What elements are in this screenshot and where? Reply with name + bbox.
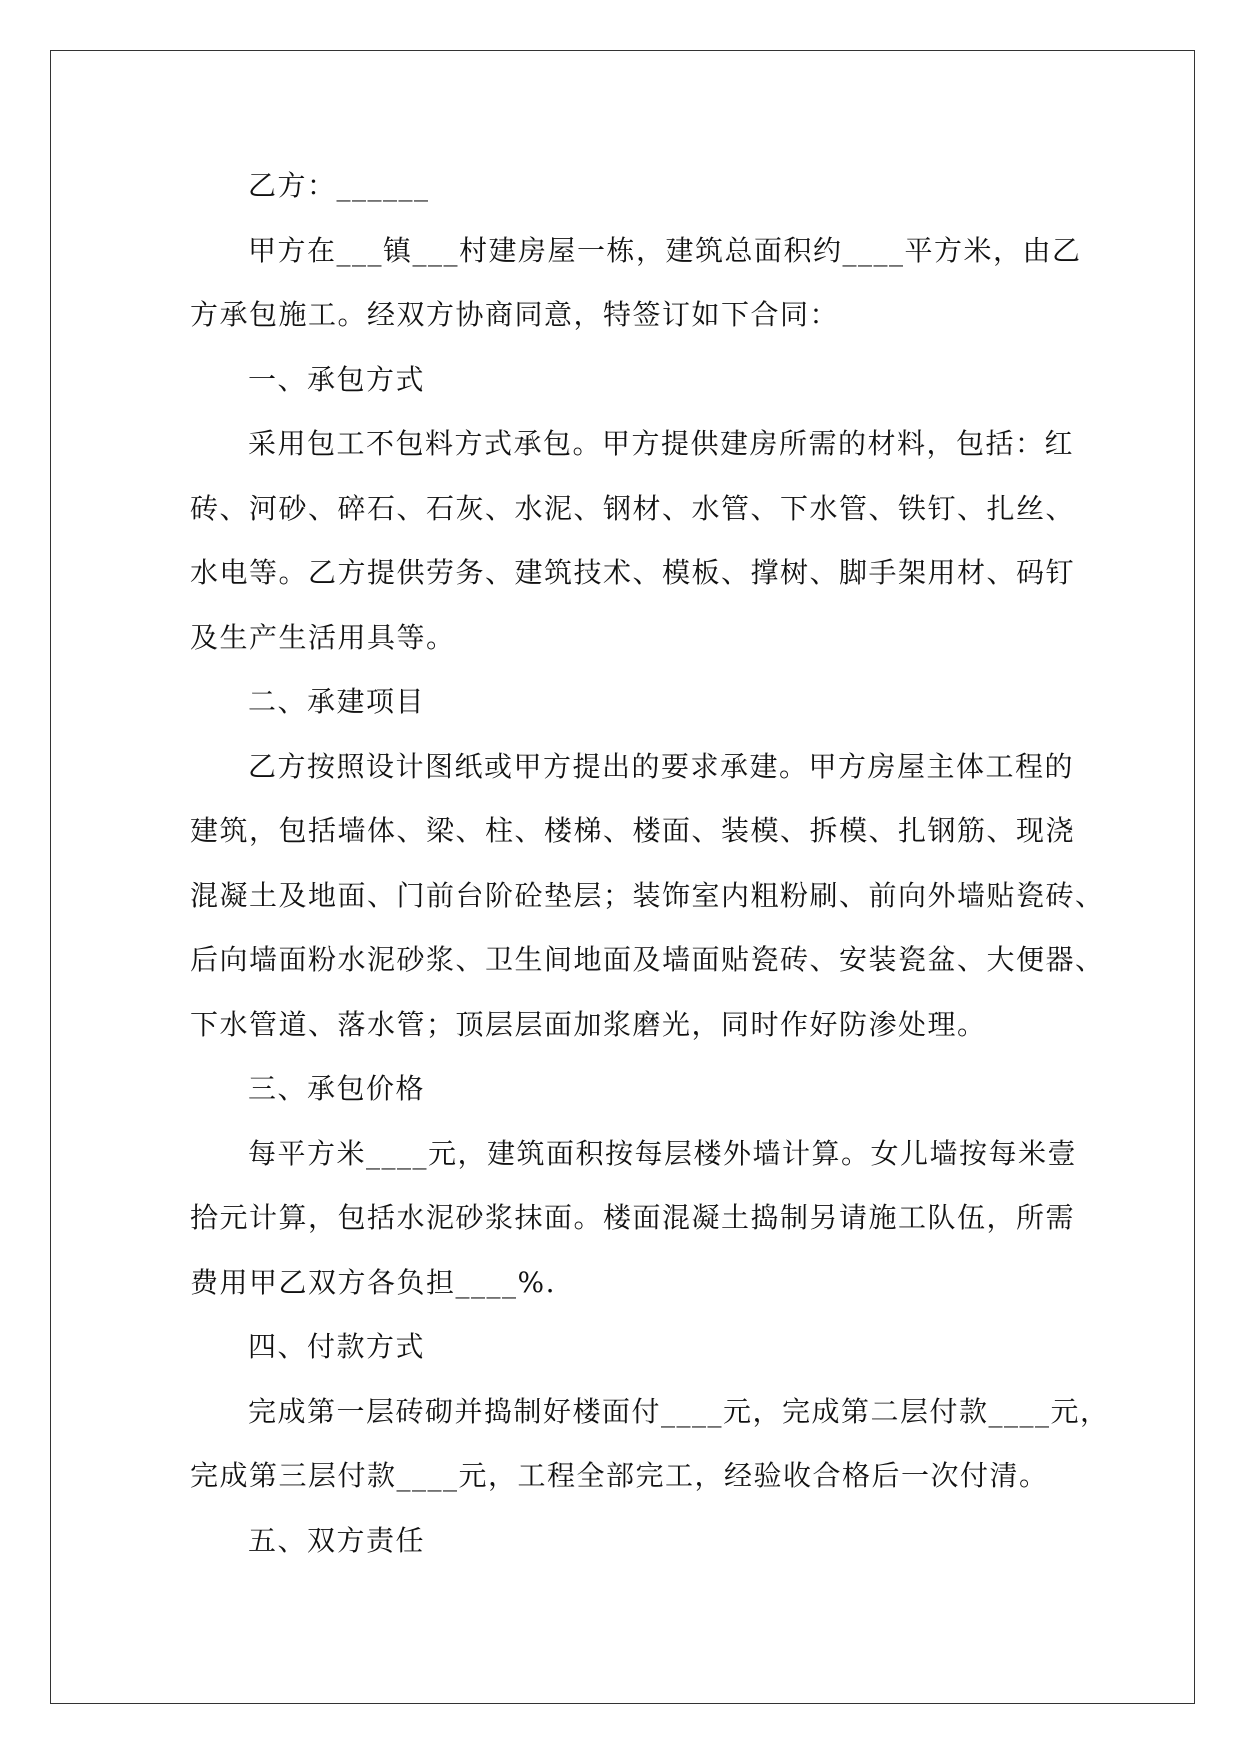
section-heading-responsibilities: 五、双方责任 — [248, 1523, 426, 1557]
paragraph-line: 及生产生活用具等。 — [190, 620, 456, 654]
paragraph-line: 拾元计算，包括水泥砂浆抹面。楼面混凝土捣制另请施工队伍，所需 — [190, 1201, 1076, 1234]
paragraph-line: 砖、河砂、碎石、石灰、水泥、钢材、水管、下水管、铁钉、扎丝、 — [190, 491, 1076, 525]
paragraph-line: 后向墙面粉水泥砂浆、卫生间地面及墙面贴瓷砖、安装瓷盆、大便器、 — [190, 943, 1105, 976]
paragraph-line: 下水管道、落水管；顶层层面加浆磨光，同时作好防渗处理。 — [190, 1007, 987, 1041]
party-b-line: 乙方：______ — [248, 169, 430, 202]
section-heading-contract-price: 三、承包价格 — [248, 1072, 426, 1105]
paragraph-line: 每平方米____元，建筑面积按每层楼外墙计算。女儿墙按每米壹 — [248, 1136, 1078, 1170]
paragraph-line: 完成第一层砖砌并捣制好楼面付____元，完成第二层付款____元， — [248, 1394, 1110, 1428]
paragraph-line: 甲方在___镇___村建房屋一栋，建筑总面积约____平方米，由乙 — [248, 233, 1082, 267]
paragraph-line: 方承包施工。经双方协商同意，特签订如下合同： — [190, 298, 840, 331]
section-heading-payment-method: 四、付款方式 — [248, 1330, 426, 1363]
paragraph-line: 乙方按照设计图纸或甲方提出的要求承建。甲方房屋主体工程的 — [248, 749, 1075, 783]
paragraph-line: 完成第三层付款____元，工程全部完工，经验收合格后一次付清。 — [190, 1459, 1049, 1492]
contract-body — [190, 154, 1110, 1573]
section-heading-contract-method: 一、承包方式 — [248, 362, 426, 396]
paragraph-line: 混凝土及地面、门前台阶砼垫层；装饰室内粗粉刷、前向外墙贴瓷砖、 — [190, 878, 1105, 912]
paragraph-line: 建筑，包括墙体、梁、柱、楼梯、楼面、装模、拆模、扎钢筋、现浇 — [190, 814, 1076, 847]
paragraph-line: 水电等。乙方提供劳务、建筑技术、模板、撑树、脚手架用材、码钉 — [190, 556, 1076, 589]
paragraph-line: 采用包工不包料方式承包。甲方提供建房所需的材料，包括：红 — [248, 427, 1075, 460]
paragraph-line: 费用甲乙双方各负担____%. — [190, 1265, 557, 1299]
section-heading-construction-items: 二、承建项目 — [248, 685, 426, 718]
